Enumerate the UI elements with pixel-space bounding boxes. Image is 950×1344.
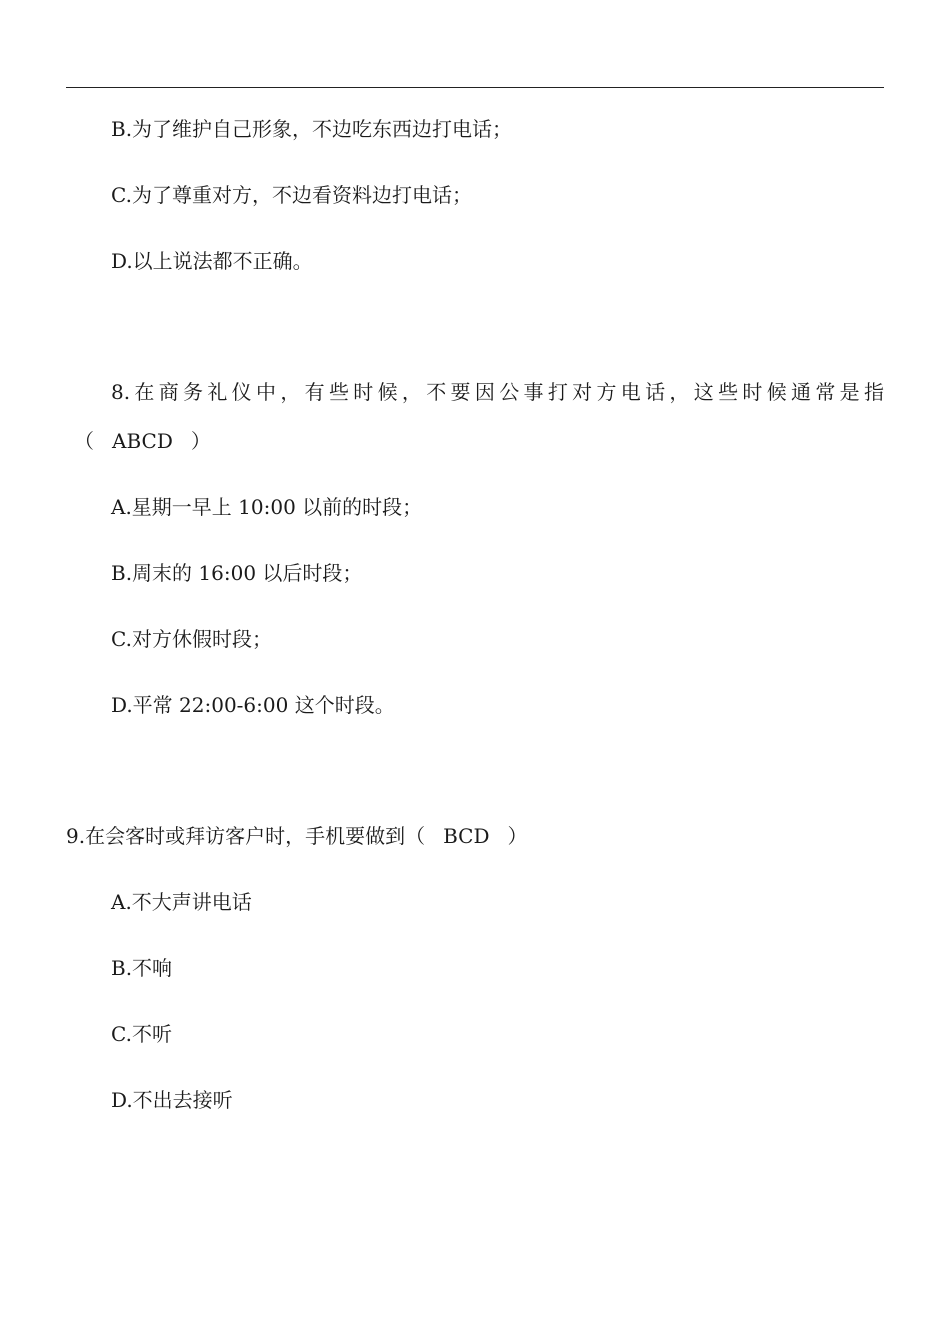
q9-close-paren: ）: [507, 824, 528, 848]
q9-answer: BCD: [443, 824, 490, 848]
q8-stem: 8.在商务礼仪中，有些时候，不要因公事打对方电话，这些时候通常是指: [111, 380, 884, 404]
q8-option-c: C.对方休假时段；: [111, 627, 272, 651]
q7-option-c: C.为了尊重对方，不边看资料边打电话；: [111, 183, 472, 207]
q9-option-c: C.不听: [111, 1022, 172, 1046]
q8-option-d: D.平常 22:00-6:00 这个时段。: [111, 693, 395, 717]
q8-answer: ABCD: [112, 429, 173, 453]
q8-option-a: A.星期一早上 10:00 以前的时段；: [111, 495, 423, 519]
q8-option-b: B.周末的 16:00 以后时段；: [111, 561, 363, 585]
header-rule: [66, 87, 884, 88]
q9-option-a: A.不大声讲电话: [111, 890, 252, 914]
q9-option-d: D.不出去接听: [111, 1088, 233, 1112]
q7-option-b: B.为了维护自己形象，不边吃东西边打电话；: [111, 117, 513, 141]
q9-stem-line: [66, 823, 528, 849]
q8-close-paren: ）: [190, 429, 211, 453]
q8-open-paren: （: [74, 429, 94, 453]
q9-stem: 9.在会客时或拜访客户时，手机要做到（: [66, 824, 426, 848]
q8-answer-line: [74, 428, 211, 454]
q7-option-d: D.以上说法都不正确。: [111, 249, 313, 273]
q9-option-b: B.不响: [111, 956, 173, 980]
